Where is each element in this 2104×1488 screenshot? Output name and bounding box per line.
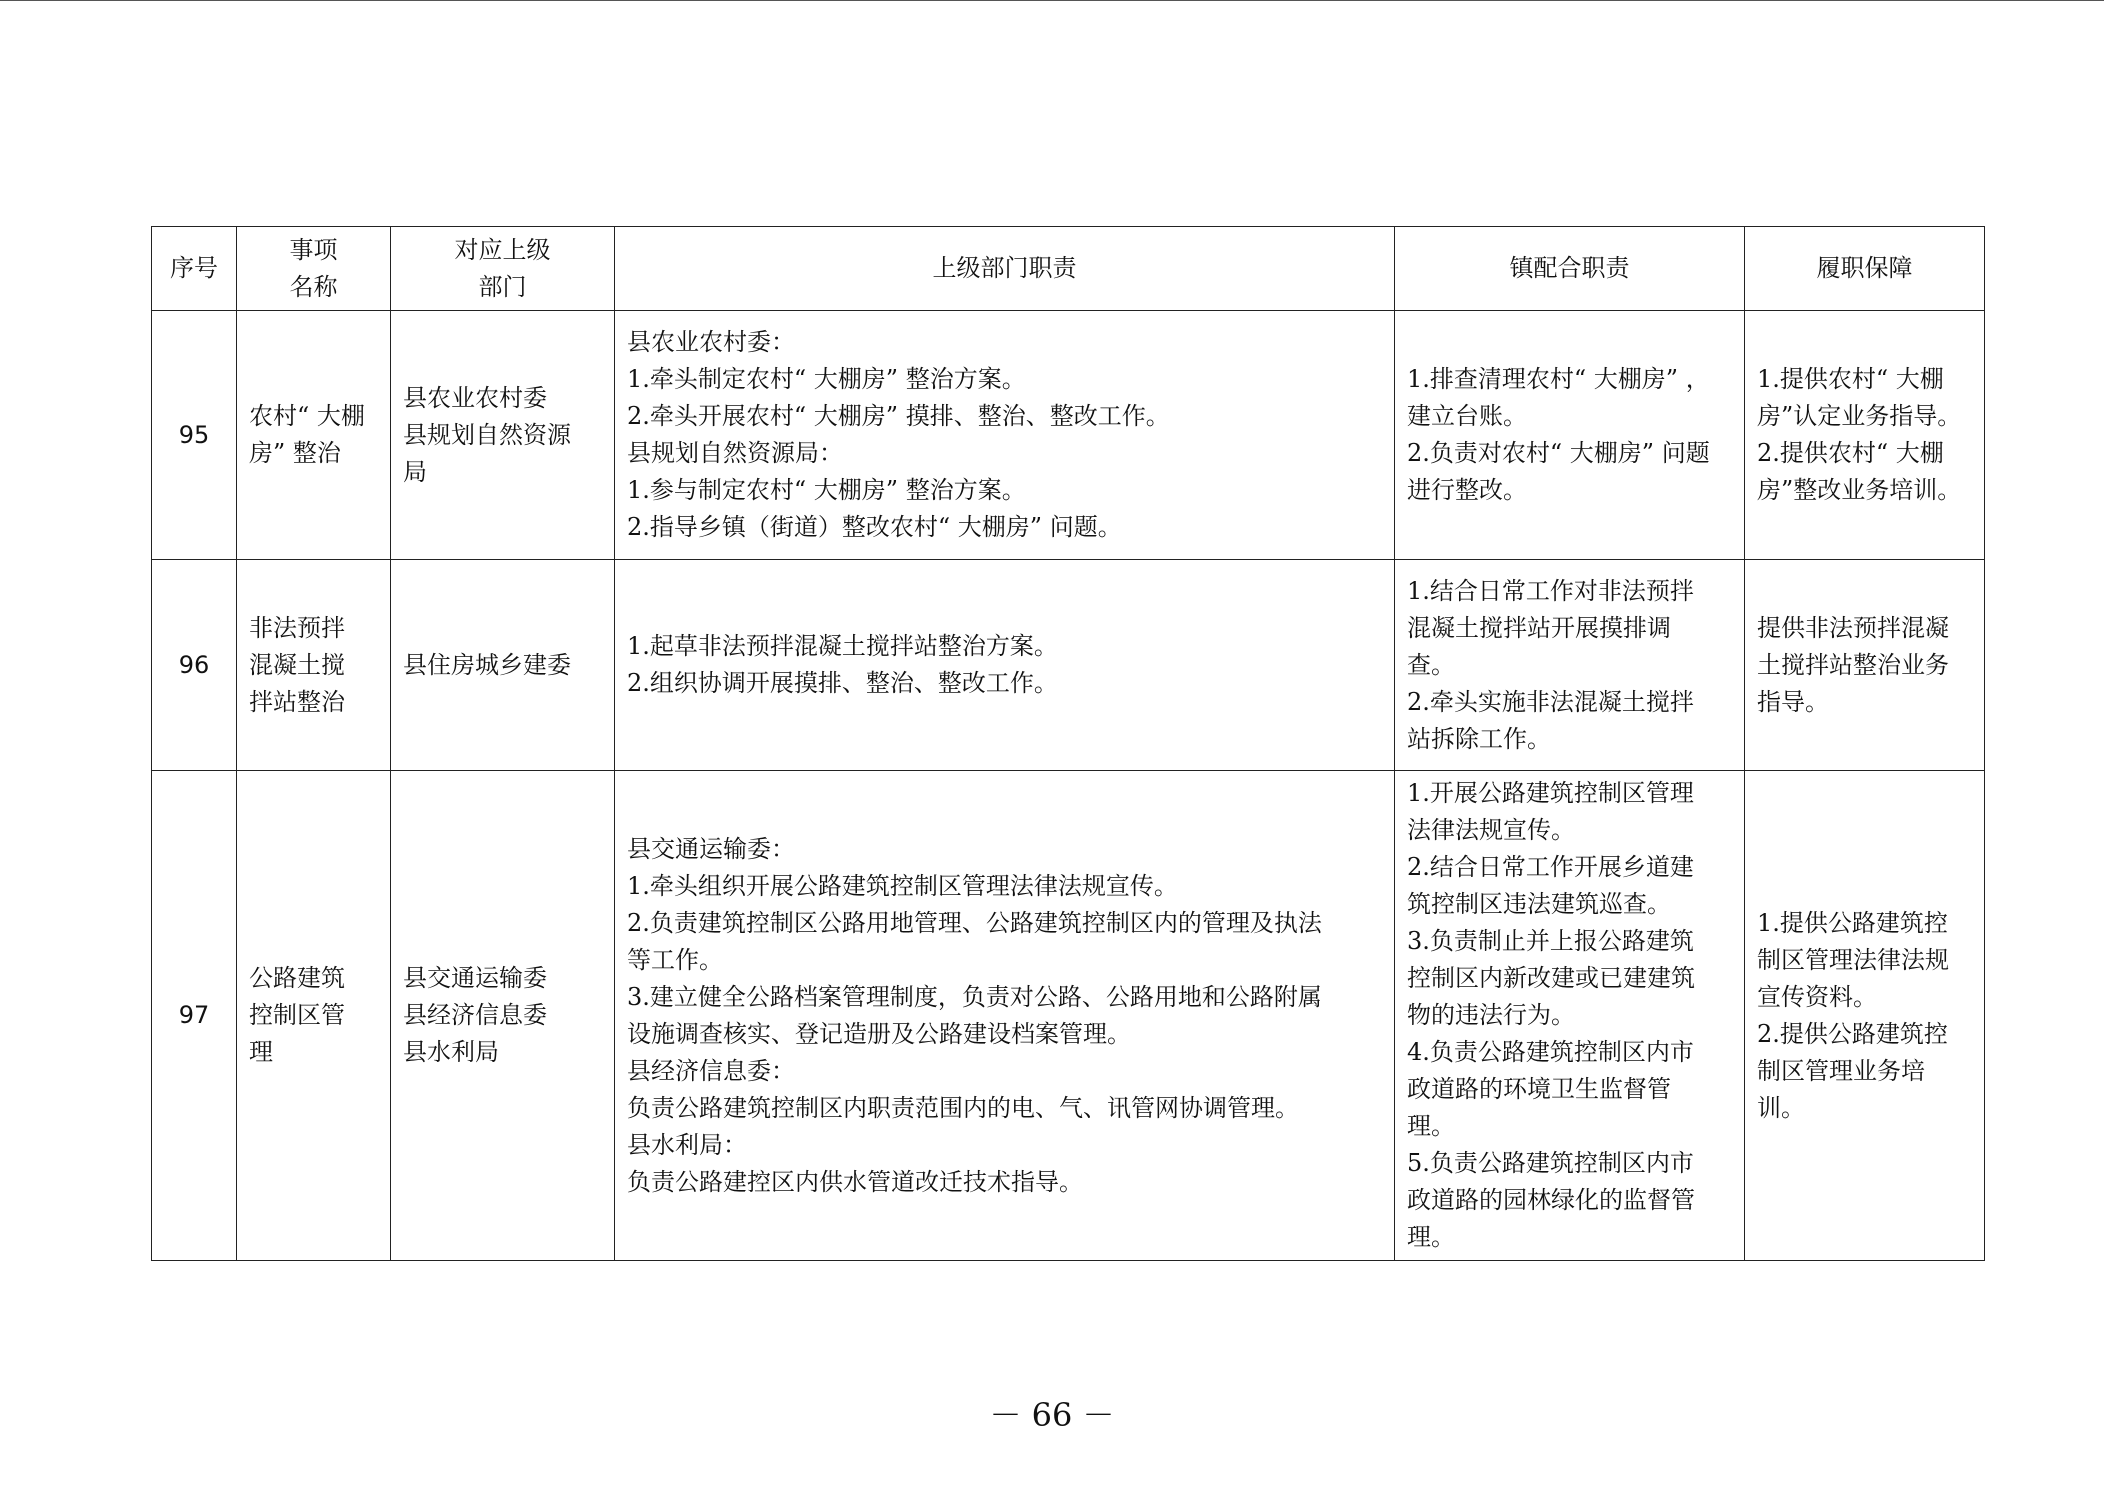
row-item-name (237, 311, 391, 560)
text-line: 房”认定业务指导。 (1757, 402, 1962, 430)
text-line: 提供非法预拌混凝 (1757, 613, 1949, 642)
text-line: 拌站整治 (249, 687, 345, 716)
text-line: 进行整改。 (1407, 476, 1527, 504)
row-guarantee (1745, 560, 1985, 771)
row-guarantee (1745, 771, 1985, 1261)
row-upper-duty (615, 311, 1395, 560)
page-number: － 66 － (989, 1396, 1115, 1434)
text-line: 控制区管 (249, 1001, 345, 1029)
text-line: 政道路的园林绿化的监督管 (1407, 1186, 1695, 1214)
header-item-name (237, 227, 391, 311)
header-upper-duty: 上级部门职责 (615, 227, 1395, 311)
text-line: 1.起草非法预拌混凝土搅拌站整治方案。 (627, 632, 1058, 660)
text-line: 理。 (1407, 1223, 1455, 1251)
text-line: 1.开展公路建筑控制区管理 (1407, 779, 1694, 807)
row-town-duty (1395, 560, 1745, 771)
text-line: 1.结合日常工作对非法预拌 (1407, 576, 1694, 605)
row-item-name (237, 560, 391, 771)
header-town-duty: 镇配合职责 (1395, 227, 1745, 311)
row-upper-duty (615, 771, 1395, 1261)
text-line: 县农业农村委： (627, 328, 795, 356)
text-line: 县经济信息委： (627, 1056, 795, 1085)
row-town-duty (1395, 771, 1745, 1261)
row-town-duty (1395, 311, 1745, 560)
text-line: 政道路的环境卫生监督管 (1407, 1075, 1671, 1103)
text-line: 2.指导乡镇（街道）整改农村“ 大棚房” 问题。 (627, 513, 1122, 541)
header-guarantee: 履职保障 (1745, 227, 1985, 311)
text-line: 2.提供农村“ 大棚 (1757, 439, 1944, 467)
row-index: 97 (152, 771, 237, 1261)
text-line: 县经济信息委 (403, 1001, 547, 1029)
row-department (391, 311, 615, 560)
text-line: 2.牵头开展农村“ 大棚房” 摸排、整治、整改工作。 (627, 402, 1170, 430)
text-line: 2.牵头实施非法混凝土搅拌 (1407, 687, 1694, 716)
text-line: 2.提供公路建筑控 (1757, 1019, 1948, 1048)
text-line: 县农业农村委 (403, 383, 547, 412)
text-line: 等工作。 (627, 945, 723, 974)
text-line: 制区管理法律法规 (1757, 945, 1949, 974)
row-index: 96 (152, 560, 237, 771)
row-index: 95 (152, 311, 237, 560)
text-line: 房”整改业务培训。 (1757, 476, 1962, 504)
text-line: 1.提供农村“ 大棚 (1757, 365, 1944, 393)
text-line: 查。 (1407, 650, 1455, 679)
text-line: 混凝土搅拌站开展摸排调 (1407, 613, 1671, 642)
header-item-name-line: 名称 (289, 272, 338, 301)
text-line: 县水利局： (627, 1130, 747, 1159)
text-line: 公路建筑 (249, 964, 345, 992)
row-upper-duty (615, 560, 1395, 771)
page-top-rule (0, 0, 2104, 1)
text-line: 2.组织协调开展摸排、整治、整改工作。 (627, 669, 1058, 697)
text-line: 1.牵头制定农村“ 大棚房” 整治方案。 (627, 365, 1026, 393)
text-line: 设施调查核实、登记造册及公路建设档案管理。 (627, 1019, 1131, 1048)
text-line: 3.负责制止并上报公路建筑 (1407, 927, 1694, 955)
text-line: 房” 整治 (249, 439, 341, 467)
text-line: 1.参与制定农村“ 大棚房” 整治方案。 (627, 476, 1026, 504)
text-line: 农村“ 大棚 (249, 402, 365, 430)
text-line: 非法预拌 (249, 613, 345, 642)
text-line: 理 (249, 1038, 273, 1066)
text-line: 1.牵头组织开展公路建筑控制区管理法律法规宣传。 (627, 871, 1178, 900)
text-line: 4.负责公路建筑控制区内市 (1407, 1038, 1694, 1066)
text-line: 县规划自然资源 (403, 420, 571, 449)
text-line: 县交通运输委： (627, 834, 795, 863)
text-line: 县交通运输委 (403, 964, 547, 992)
text-line: 制区管理业务培 (1757, 1056, 1925, 1085)
header-item-name-line: 事项 (289, 235, 338, 264)
text-line: 3.建立健全公路档案管理制度，负责对公路、公路用地和公路附属 (627, 982, 1322, 1011)
row-department (391, 560, 615, 771)
text-line: 控制区内新改建或已建建筑 (1407, 964, 1695, 992)
text-line: 筑控制区违法建筑巡查。 (1407, 890, 1671, 918)
header-department-line: 对应上级 (454, 235, 551, 264)
text-line: 站拆除工作。 (1407, 724, 1551, 753)
text-line: 县规划自然资源局： (627, 439, 843, 467)
table-row (152, 560, 1985, 771)
text-line: 宣传资料。 (1757, 982, 1877, 1011)
text-line: 物的违法行为。 (1407, 1001, 1575, 1029)
text-line: 局 (403, 457, 427, 486)
text-line: 1.排查清理农村“ 大棚房” ， (1407, 365, 1710, 393)
text-line: 指导。 (1757, 687, 1829, 716)
text-line: 负责公路建筑控制区内职责范围内的电、气、讯管网协调管理。 (627, 1093, 1299, 1122)
text-line: 理。 (1407, 1112, 1455, 1140)
text-line: 负责公路建控区内供水管道改迁技术指导。 (627, 1167, 1083, 1196)
table-row (152, 311, 1985, 560)
row-department (391, 771, 615, 1261)
header-department-line: 部门 (478, 272, 527, 301)
header-index: 序号 (152, 227, 237, 311)
text-line: 土搅拌站整治业务 (1757, 650, 1949, 679)
text-line: 法律法规宣传。 (1407, 816, 1575, 844)
table-row (152, 771, 1985, 1261)
text-line: 2.负责建筑控制区公路用地管理、公路建筑控制区内的管理及执法 (627, 908, 1322, 937)
table-header-row (152, 227, 1985, 311)
text-line: 建立台账。 (1407, 402, 1527, 430)
text-line: 混凝土搅 (249, 650, 345, 679)
text-line: 2.负责对农村“ 大棚房” 问题 (1407, 439, 1710, 467)
row-item-name (237, 771, 391, 1261)
text-line: 训。 (1757, 1093, 1805, 1122)
row-guarantee (1745, 311, 1985, 560)
text-line: 县水利局 (403, 1038, 499, 1066)
duties-table (151, 226, 1985, 1261)
text-line: 5.负责公路建筑控制区内市 (1407, 1149, 1694, 1177)
text-line: 县住房城乡建委 (403, 650, 571, 679)
text-line: 2.结合日常工作开展乡道建 (1407, 853, 1694, 881)
header-department (391, 227, 615, 311)
text-line: 1.提供公路建筑控 (1757, 908, 1948, 937)
